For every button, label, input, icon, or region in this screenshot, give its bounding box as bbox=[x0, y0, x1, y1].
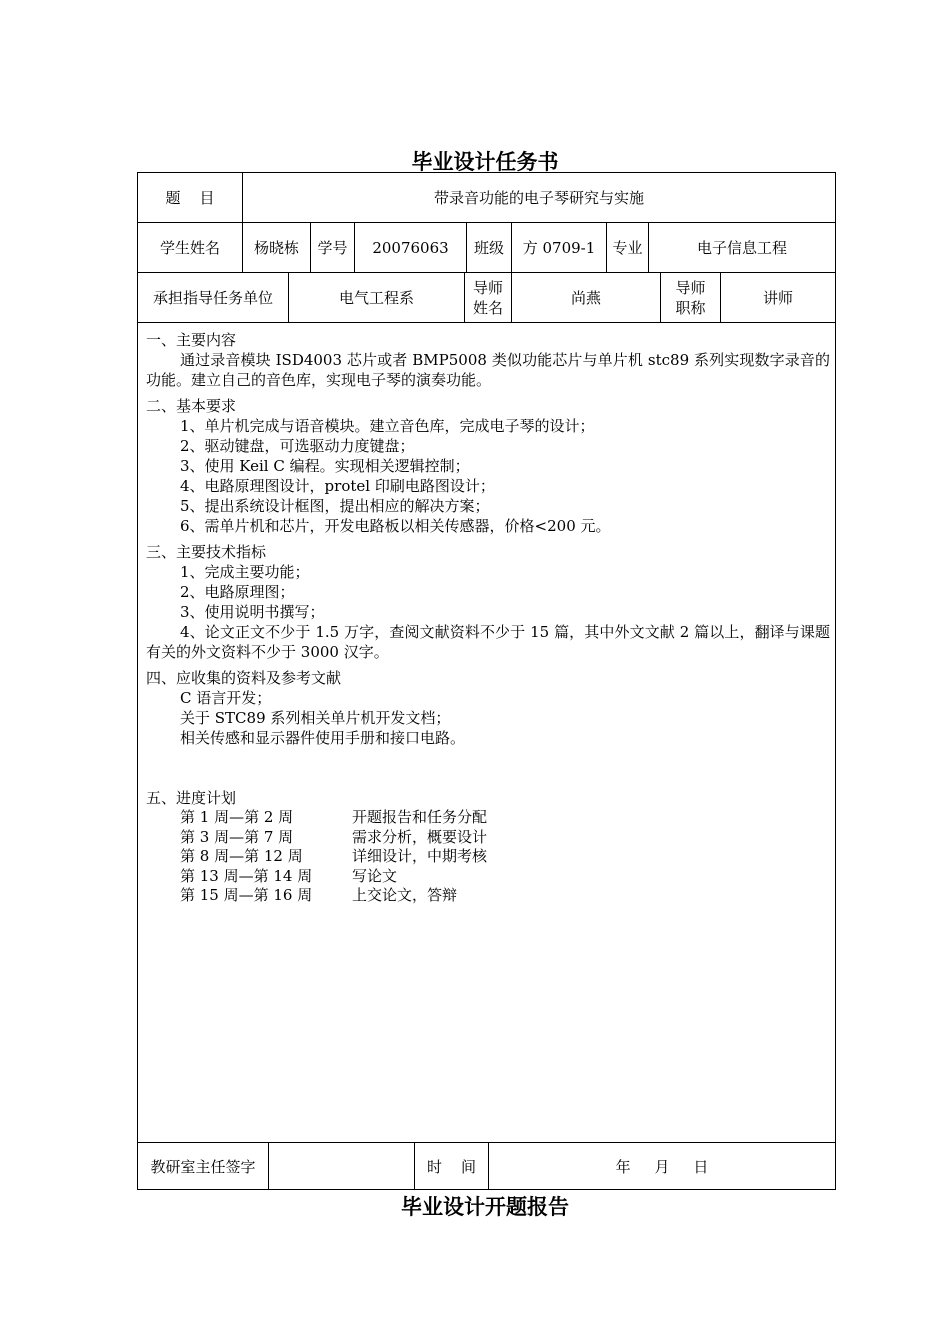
list-item: 相关传感和显示器件使用手册和接口电路。 bbox=[180, 729, 466, 747]
section-schedule bbox=[146, 788, 830, 906]
schedule-weeks: 第 8 周—第 12 周 bbox=[180, 847, 303, 865]
advisor-label-line2: 姓名 bbox=[472, 298, 503, 317]
student-id-value: 20076063 bbox=[372, 238, 449, 257]
rank-label bbox=[661, 273, 720, 322]
section-main-content bbox=[146, 330, 830, 390]
unit-label: 承担指导任务单位 bbox=[152, 289, 273, 307]
student-id-label: 学号 bbox=[317, 239, 348, 257]
list-item: 4、电路原理图设计，protel 印刷电路图设计； bbox=[180, 477, 495, 495]
section-heading: 一、主要内容 bbox=[146, 331, 237, 349]
class-label: 班级 bbox=[473, 239, 504, 257]
schedule-task: 详细设计，中期考核 bbox=[352, 847, 488, 865]
major-value: 电子信息工程 bbox=[696, 239, 787, 257]
schedule-row bbox=[146, 886, 830, 906]
section-heading: 五、进度计划 bbox=[146, 789, 237, 807]
section-heading: 三、主要技术指标 bbox=[146, 543, 267, 561]
list-item: 1、完成主要功能； bbox=[180, 563, 310, 581]
schedule-task: 需求分析，概要设计 bbox=[352, 827, 488, 846]
section-paragraph: 通过录音模块 ISD4003 芯片或者 BMP5008 类似功能芯片与单片机 stc89 系列实现数字录音的功能。建立自己的音色库，实现电子琴的演奏功能。 bbox=[146, 351, 830, 389]
rank-label-line1: 导师 bbox=[675, 278, 706, 297]
student-name-label: 学生姓名 bbox=[159, 239, 220, 257]
section-heading: 四、应收集的资料及参考文献 bbox=[146, 669, 342, 687]
schedule-row bbox=[146, 867, 830, 887]
schedule-row bbox=[146, 847, 830, 867]
rank-value: 讲师 bbox=[762, 289, 793, 307]
signature-label: 教研室主任签字 bbox=[150, 1157, 256, 1176]
section-heading: 二、基本要求 bbox=[146, 397, 237, 415]
advisor-value: 尚燕 bbox=[570, 289, 601, 307]
signature-field[interactable] bbox=[269, 1143, 414, 1189]
list-item: 2、电路原理图； bbox=[180, 583, 295, 601]
list-item: 3、使用说明书撰写； bbox=[180, 603, 325, 621]
schedule-weeks: 第 3 周—第 7 周 bbox=[180, 827, 294, 846]
section-tech-specs bbox=[146, 542, 830, 662]
advisor-label bbox=[465, 273, 511, 322]
schedule-row bbox=[146, 828, 830, 848]
topic-label: 题 目 bbox=[165, 189, 215, 207]
section-paragraph: 4、论文正文不少于 1.5 万字，查阅文献资料不少于 15 篇，其中外文文献 2 篇以上，翻译与课题有关的外文资料不少于 3000 汉字。 bbox=[146, 623, 830, 661]
list-item: 6、需单片机和芯片，开发电路板以相关传感器，价格<200 元。 bbox=[180, 517, 611, 535]
schedule-row bbox=[146, 808, 830, 828]
row-advisor bbox=[137, 272, 836, 323]
schedule-task: 开题报告和任务分配 bbox=[352, 808, 488, 826]
list-item: 关于 STC89 系列相关单片机开发文档； bbox=[180, 709, 451, 727]
list-item: 3、使用 Keil C 编程。实现相关逻辑控制； bbox=[180, 457, 470, 475]
schedule-task: 上交论文，答辩 bbox=[352, 886, 458, 904]
section-references bbox=[146, 668, 830, 748]
schedule-weeks: 第 15 周—第 16 周 bbox=[180, 886, 313, 904]
list-item: 1、单片机完成与语音模块。建立音色库，完成电子琴的设计； bbox=[180, 417, 595, 435]
student-name-value: 杨晓栋 bbox=[253, 239, 299, 257]
row-signature bbox=[137, 1142, 836, 1190]
list-item: 5、提出系统设计框图，提出相应的解决方案； bbox=[180, 497, 490, 515]
schedule-weeks: 第 1 周—第 2 周 bbox=[180, 808, 294, 826]
page-title: 毕业设计任务书 bbox=[411, 150, 559, 174]
class-value: 方 0709-1 bbox=[522, 239, 596, 257]
advisor-label-line1: 导师 bbox=[472, 278, 503, 297]
schedule-weeks: 第 13 周—第 14 周 bbox=[180, 866, 313, 885]
next-page-title: 毕业设计开题报告 bbox=[401, 1195, 569, 1219]
list-item: C 语言开发； bbox=[180, 689, 272, 707]
content bbox=[146, 330, 830, 906]
time-label: 时 间 bbox=[426, 1157, 477, 1176]
row-student bbox=[137, 222, 836, 273]
date-field[interactable]: 年 月 日 bbox=[615, 1157, 709, 1176]
unit-value: 电气工程系 bbox=[338, 289, 414, 307]
major-label: 专业 bbox=[612, 239, 643, 257]
rank-label-line2: 职称 bbox=[675, 298, 706, 317]
list-item: 2、驱动键盘，可选驱动力度键盘； bbox=[180, 437, 415, 455]
topic-value: 带录音功能的电子琴研究与实施 bbox=[433, 189, 644, 207]
schedule-task: 写论文 bbox=[352, 866, 398, 885]
row-title bbox=[137, 172, 836, 223]
section-basic-requirements bbox=[146, 396, 830, 536]
